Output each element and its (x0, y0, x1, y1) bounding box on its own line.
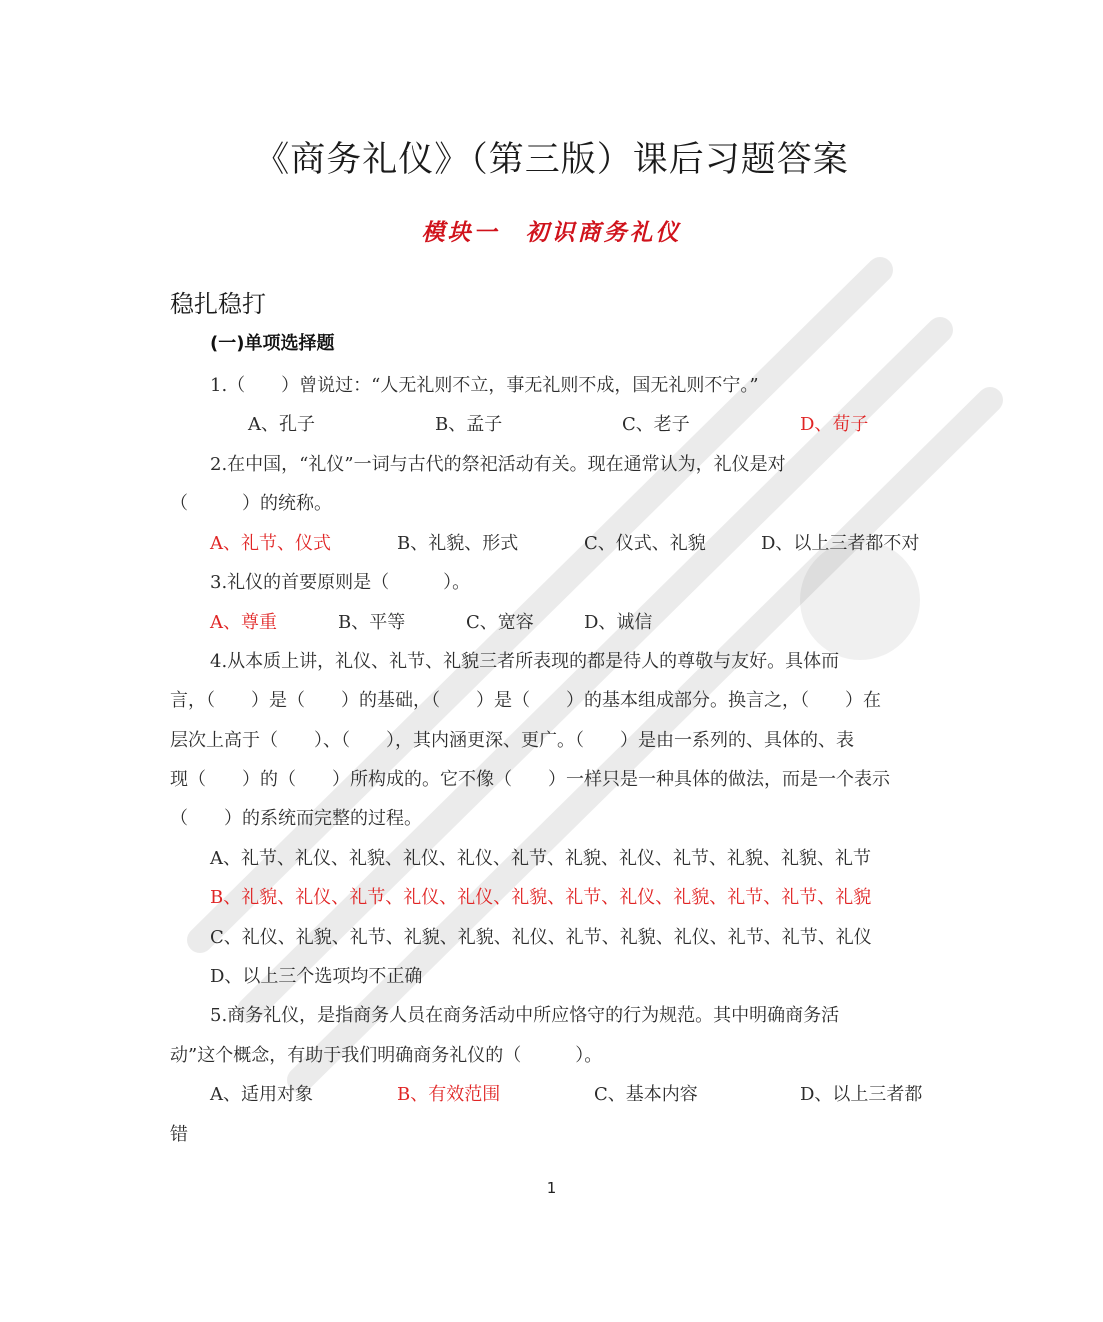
question-5-stem-line-2: 动”这个概念，有助于我们明确商务礼仪的（ ）。 (170, 1045, 603, 1066)
question-4-stem-line-2: 言，（ ）是（ ）的基础，（ ）是（ ）的基本组成部分。换言之，（ ）在 (170, 690, 881, 711)
question-3-option-b: B、平等 (338, 612, 406, 633)
question-3-option-d: D、诚信 (584, 612, 653, 633)
question-5-option-c: C、基本内容 (594, 1084, 698, 1105)
question-3-stem: 3.礼仪的首要原则是（ ）。 (210, 572, 471, 593)
question-1-option-b: B、孟子 (435, 414, 503, 435)
question-2-stem-line-2: （ ）的统称。 (170, 493, 332, 514)
question-2-option-d: D、以上三者都不对 (761, 533, 920, 554)
question-4-option-c: C、礼仪、礼貌、礼节、礼貌、礼貌、礼仪、礼节、礼貌、礼仪、礼节、礼节、礼仪 (210, 927, 872, 948)
question-3-option-a-answer: A、尊重 (210, 612, 277, 633)
module-heading: 模块一 初识商务礼仪 (421, 219, 682, 246)
question-2-option-c: C、仪式、礼貌 (584, 533, 706, 554)
question-1-option-d-answer: D、荀子 (800, 414, 869, 435)
question-1-stem: 1.（ ）曾说过：“人无礼则不立，事无礼则不成，国无礼则不宁。” (210, 375, 759, 396)
question-4-option-a: A、礼节、礼仪、礼貌、礼仪、礼仪、礼节、礼貌、礼仪、礼节、礼貌、礼貌、礼节 (210, 848, 871, 869)
question-4-stem-line-1: 4.从本质上讲，礼仪、礼节、礼貌三者所表现的都是待人的尊敬与友好。具体而 (210, 651, 840, 672)
page-number: 1 (546, 1179, 557, 1197)
question-2-option-a-answer: A、礼节、仪式 (210, 533, 331, 554)
subsection-heading: (一)单项选择题 (210, 333, 335, 354)
question-1-option-c: C、老子 (622, 414, 690, 435)
question-4-stem-line-3: 层次上高于（ ）、（ ），其内涵更深、更广。（ ）是由一系列的、具体的、表 (170, 730, 854, 751)
question-5-stem-line-1: 5.商务礼仪，是指商务人员在商务活动中所应恪守的行为规范。其中明确商务活 (210, 1005, 840, 1026)
question-4-stem-line-5: （ ）的系统而完整的过程。 (170, 808, 422, 829)
question-5-option-d-wrap: 错 (170, 1124, 188, 1145)
question-5-option-a: A、适用对象 (210, 1084, 313, 1105)
document-title: 《商务礼仪》（第三版）课后习题答案 (254, 140, 849, 180)
question-2-option-b: B、礼貌、形式 (397, 533, 519, 554)
question-1-option-a: A、孔子 (248, 414, 315, 435)
question-5-option-d: D、以上三者都 (800, 1084, 923, 1105)
question-3-option-c: C、宽容 (466, 612, 534, 633)
section-heading: 稳扎稳打 (170, 290, 266, 318)
question-4-option-d: D、以上三个选项均不正确 (210, 966, 423, 987)
question-4-option-b-answer: B、礼貌、礼仪、礼节、礼仪、礼仪、礼貌、礼节、礼仪、礼貌、礼节、礼节、礼貌 (210, 887, 872, 908)
question-4-stem-line-4: 现（ ）的（ ）所构成的。它不像（ ）一样只是一种具体的做法，而是一个表示 (170, 769, 890, 790)
question-2-stem-line-1: 2.在中国，“礼仪”一词与古代的祭祀活动有关。现在通常认为，礼仪是对 (210, 454, 786, 475)
question-5-option-b-answer: B、有效范围 (397, 1084, 501, 1105)
